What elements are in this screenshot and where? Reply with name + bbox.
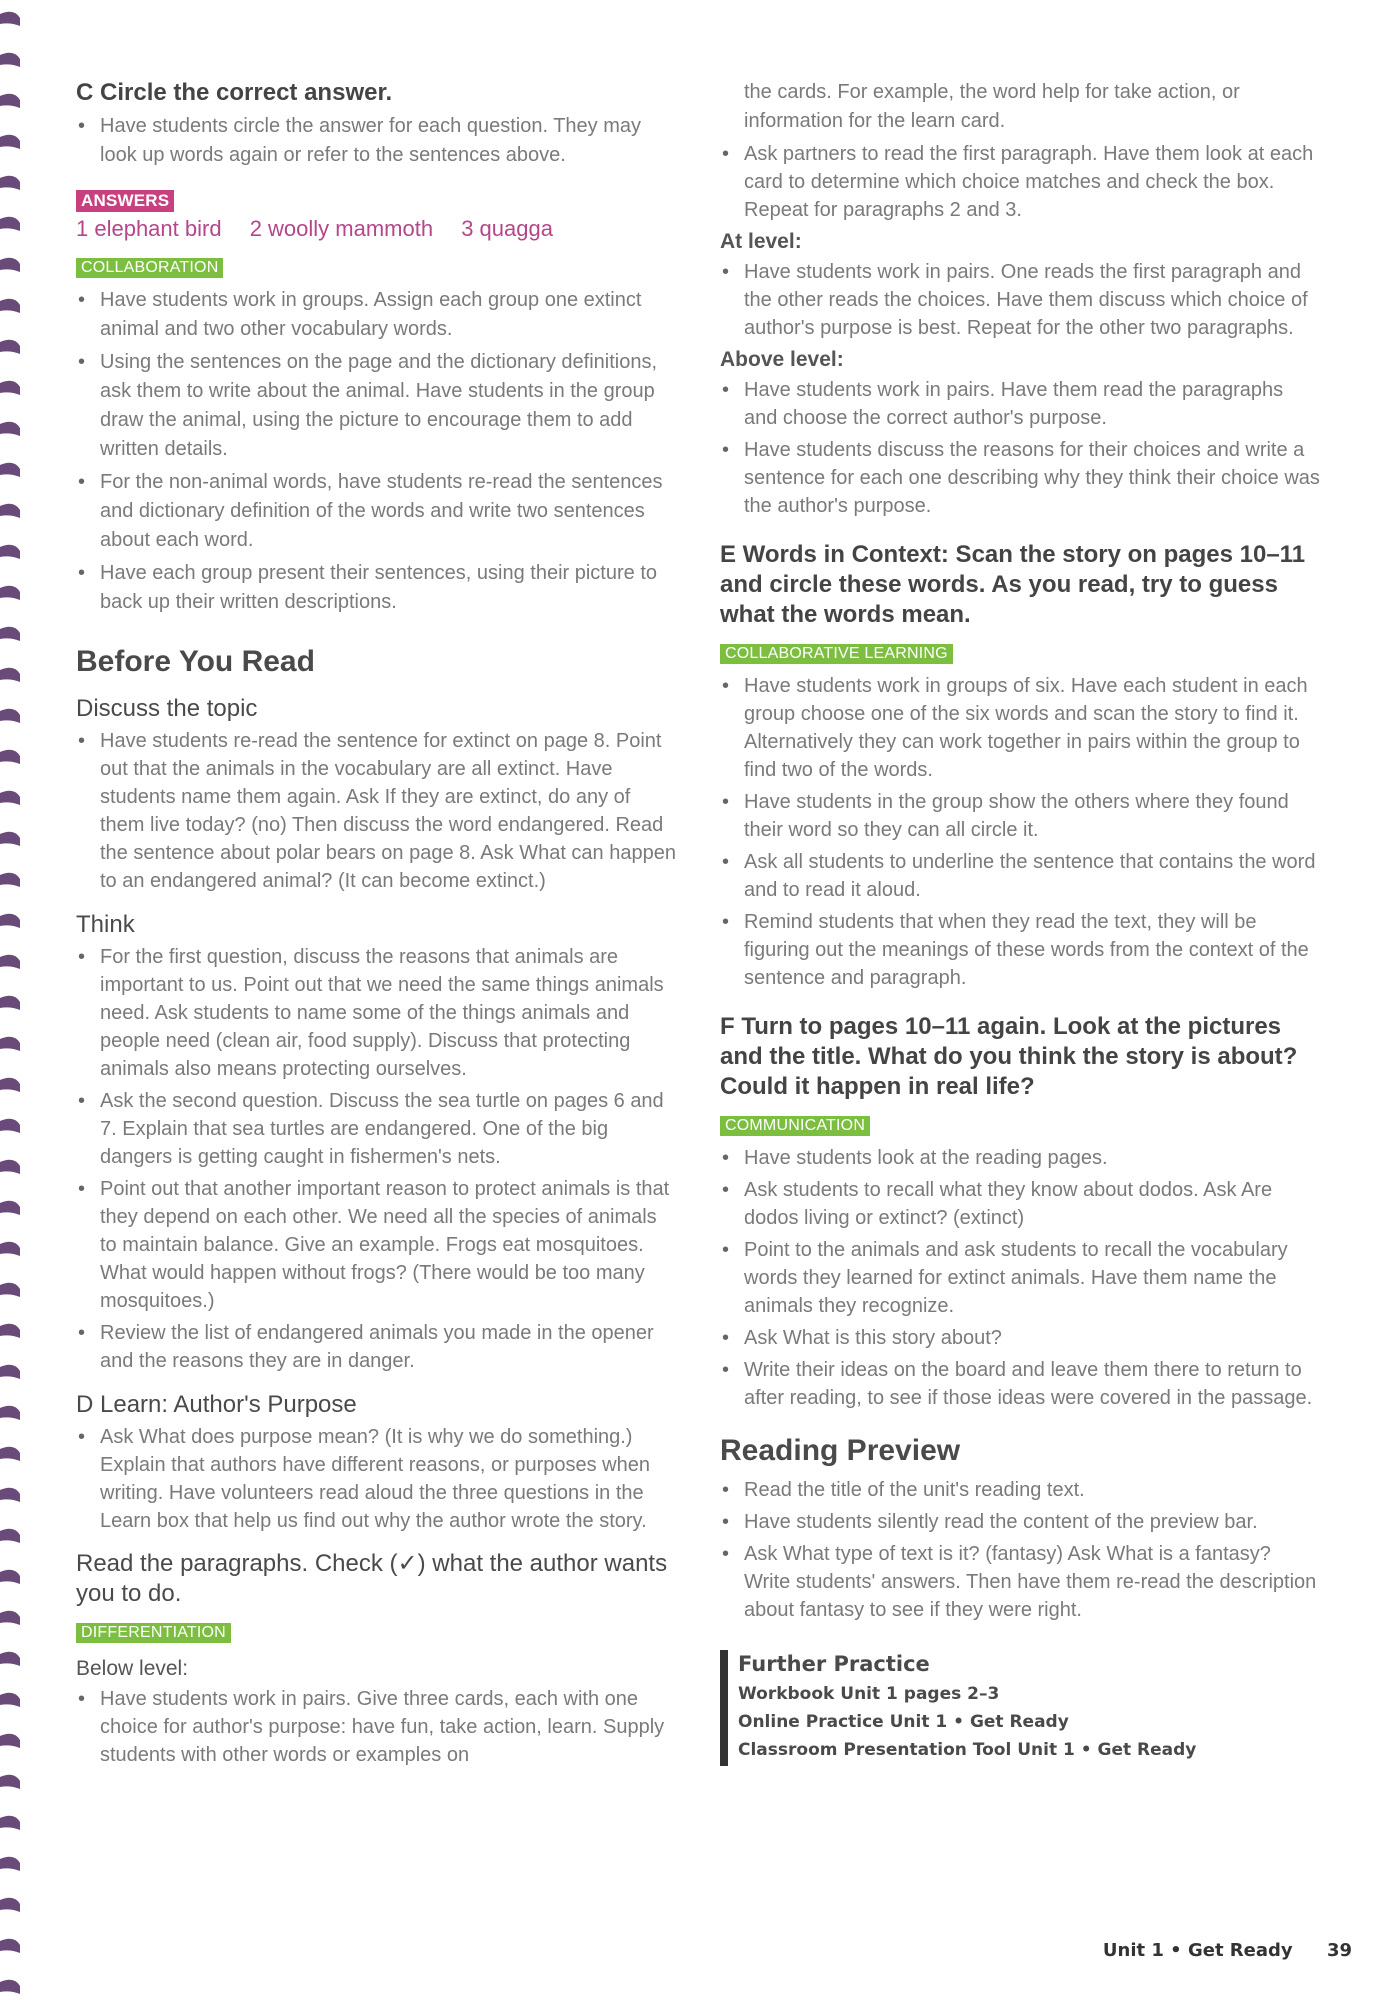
at-level-label: At level: — [720, 230, 802, 253]
further-practice-line: Classroom Presentation Tool Unit 1 • Get Ready — [738, 1740, 1197, 1760]
spiral-ring — [0, 627, 20, 641]
think-title: Think — [76, 911, 135, 938]
list-item: • Ask What is this story about? — [720, 1324, 1320, 1352]
spiral-ring — [0, 1201, 20, 1215]
collaboration-tag: COLLABORATION — [76, 258, 223, 278]
list-item: • Have students circle the answer for each question. They may look up words again or refer to the sentences above. — [76, 112, 676, 170]
list-item: • Point to the animals and ask students to recall the vocabulary words they learned for extinct animals. Have them name the animals they recognize. — [720, 1236, 1320, 1320]
spiral-ring — [0, 1652, 20, 1666]
below-level-bullets — [76, 1685, 676, 1769]
spiral-ring — [0, 873, 20, 887]
section-e-bullets — [720, 672, 1320, 992]
communication-tag: COMMUNICATION — [720, 1116, 870, 1136]
spiral-ring — [0, 791, 20, 805]
spiral-ring — [0, 1939, 20, 1953]
collaborative-learning-tag: COLLABORATIVE LEARNING — [720, 644, 953, 664]
spiral-ring — [0, 545, 20, 559]
list-item: • Using the sentences on the page and the dictionary definitions, ask them to write about the animal. Have students in the group draw the animal, using the picture to encourage them to add written details. — [76, 348, 676, 464]
spiral-ring — [0, 1242, 20, 1256]
spiral-ring — [0, 709, 20, 723]
spiral-ring — [0, 1857, 20, 1871]
spiral-ring — [0, 1693, 20, 1707]
spiral-ring — [0, 1898, 20, 1912]
spiral-ring — [0, 750, 20, 764]
list-item: • Have students look at the reading pages. — [720, 1144, 1320, 1172]
answers-line — [76, 216, 676, 242]
below-level-label: Below level: — [76, 1657, 189, 1680]
spiral-ring — [0, 1324, 20, 1338]
list-item: • Have students work in groups. Assign each group one extinct animal and two other vocabulary words. — [76, 286, 676, 344]
above-level-bullets — [720, 376, 1320, 520]
spiral-ring — [0, 381, 20, 395]
list-item: • For the non-animal words, have students re-read the sentences and dictionary definition of the words and write two sentences about each word. — [76, 468, 676, 555]
spiral-ring — [0, 340, 20, 354]
footer-unit: Unit 1 • Get Ready — [1102, 1940, 1293, 1961]
spiral-ring — [0, 53, 20, 67]
list-item: • Have students work in pairs. Give three cards, each with one choice for author's purpose: have fun, take action, learn. Supply students with other words or examples on — [76, 1685, 676, 1769]
reading-preview-bullets — [720, 1476, 1320, 1624]
spiral-ring — [0, 1816, 20, 1830]
spiral-ring — [0, 176, 20, 190]
spiral-ring — [0, 1119, 20, 1133]
below-level-bullets-2 — [720, 140, 1320, 224]
page-number: 39 — [1326, 1940, 1352, 1961]
list-item: • Read the title of the unit's reading text. — [720, 1476, 1320, 1504]
reading-preview-title: Reading Preview — [720, 1434, 961, 1467]
spiral-ring — [0, 1980, 20, 1994]
spiral-binding — [0, 0, 30, 2000]
section-d-bullets — [76, 1423, 676, 1535]
spiral-ring — [0, 1406, 20, 1420]
spiral-ring — [0, 668, 20, 682]
spiral-ring — [0, 1283, 20, 1297]
spiral-ring — [0, 586, 20, 600]
spiral-ring — [0, 996, 20, 1010]
spiral-ring — [0, 12, 20, 26]
spiral-ring — [0, 1447, 20, 1461]
answer-item: 1 elephant bird — [76, 216, 222, 241]
further-practice-line: Online Practice Unit 1 • Get Ready — [738, 1712, 1069, 1732]
spiral-ring — [0, 504, 20, 518]
discuss-bullets — [76, 727, 676, 895]
spiral-ring — [0, 1734, 20, 1748]
list-item: • Remind students that when they read the text, they will be figuring out the meanings of these words from the context of the sentence and paragraph. — [720, 908, 1320, 992]
spiral-ring — [0, 1775, 20, 1789]
section-c-bullets — [76, 112, 676, 170]
spiral-ring — [0, 832, 20, 846]
list-item: • For the first question, discuss the reasons that animals are important to us. Point out that we need the same things animals need. Ask students to name some of the things animals and people need (clean air, food supply). Discuss that protecting animals also means protecting ourselves. — [76, 943, 676, 1083]
list-item: • Ask all students to underline the sentence that contains the word and to read it aloud. — [720, 848, 1320, 904]
list-item: • Ask the second question. Discuss the sea turtle on pages 6 and 7. Explain that sea turtles are endangered. One of the big dangers is getting caught in fishermen's nets. — [76, 1087, 676, 1171]
section-f-title: F Turn to pages 10–11 again. Look at the pictures and the title. What do you think the story is about? Could it happen in real life? — [720, 1013, 1298, 1100]
spiral-ring — [0, 914, 20, 928]
list-item: • Have students work in pairs. One reads the first paragraph and the other reads the choices. Have them discuss which choice of author's purpose is best. Repeat for the other two paragraphs. — [720, 258, 1320, 342]
answers-tag: ANSWERS — [76, 190, 174, 212]
spiral-ring — [0, 1078, 20, 1092]
before-you-read-title: Before You Read — [76, 645, 315, 678]
list-item: • Point out that another important reason to protect animals is that they depend on each other. We need all the species of animals to maintain balance. Give an example. Frogs eat mosquitoes. What would happen without frogs? (There would be too many mosquitoes.) — [76, 1175, 676, 1315]
list-item: • Have students silently read the content of the preview bar. — [720, 1508, 1320, 1536]
think-bullets — [76, 943, 676, 1375]
spiral-ring — [0, 955, 20, 969]
list-item: • Ask students to recall what they know about dodos. Ask Are dodos living or extinct? (extinct) — [720, 1176, 1320, 1232]
spiral-ring — [0, 1037, 20, 1051]
further-practice-box — [720, 1650, 1320, 1766]
spiral-ring — [0, 258, 20, 272]
section-d-title: D Learn: Author's Purpose — [76, 1391, 357, 1418]
spiral-ring — [0, 1611, 20, 1625]
read-paragraphs-title: Read the paragraphs. Check (✓) what the author wants you to do. — [76, 1550, 668, 1607]
spiral-ring — [0, 1488, 20, 1502]
list-item: • Have students discuss the reasons for their choices and write a sentence for each one describing why they think their choice was the author's purpose. — [720, 436, 1320, 520]
section-f-bullets — [720, 1144, 1320, 1412]
further-practice-line: Workbook Unit 1 pages 2–3 — [738, 1684, 1000, 1704]
section-c-title: C Circle the correct answer. — [76, 79, 393, 106]
further-practice-title: Further Practice — [738, 1652, 930, 1676]
page-footer — [1103, 1940, 1352, 1961]
spiral-ring — [0, 1570, 20, 1584]
left-column — [76, 78, 676, 1773]
above-level-label: Above level: — [720, 348, 844, 371]
list-item: • Ask partners to read the first paragraph. Have them look at each card to determine which choice matches and check the box. Repeat for paragraphs 2 and 3. — [720, 140, 1320, 224]
list-item: • Write their ideas on the board and leave them there to return to after reading, to see if those ideas were covered in the passage. — [720, 1356, 1320, 1412]
spiral-ring — [0, 94, 20, 108]
spiral-ring — [0, 217, 20, 231]
right-column — [720, 78, 1320, 1766]
spiral-ring — [0, 299, 20, 313]
list-item: • Have each group present their sentences, using their picture to back up their written descriptions. — [76, 559, 676, 617]
list-item: • Ask What type of text is it? (fantasy) Ask What is a fantasy? Write students' answers. Then have them re-read the description about fantasy to see if they were right. — [720, 1540, 1320, 1624]
list-item: • Have students re-read the sentence for extinct on page 8. Point out that the animals in the vocabulary are all extinct. Have students name them again. Ask If they are extinct, do any of them live today? (no) Then discuss the word endangered. Read the sentence about polar bears on page 8. Ask What can happen to an endangered animal? (It can become extinct.) — [76, 727, 676, 895]
below-level-continued: the cards. For example, the word help for take action, or information for the learn card. — [744, 81, 1240, 132]
list-item: • Ask What does purpose mean? (It is why we do something.) Explain that authors have different reasons, or purposes when writing. Have volunteers read aloud the three questions in the Learn box that help us find out why the author wrote the story. — [76, 1423, 676, 1535]
discuss-topic-title: Discuss the topic — [76, 695, 258, 722]
section-e-title: E Words in Context: Scan the story on pages 10–11 and circle these words. As you read, try to guess what the words mean. — [720, 541, 1306, 628]
spiral-ring — [0, 463, 20, 477]
list-item: • Have students work in pairs. Have them read the paragraphs and choose the correct author's purpose. — [720, 376, 1320, 432]
list-item: • Have students in the group show the others where they found their word so they can all circle it. — [720, 788, 1320, 844]
collaboration-bullets — [76, 286, 676, 617]
list-item: • Review the list of endangered animals you made in the opener and the reasons they are in danger. — [76, 1319, 676, 1375]
spiral-ring — [0, 1160, 20, 1174]
spiral-ring — [0, 135, 20, 149]
spiral-ring — [0, 422, 20, 436]
spiral-ring — [0, 1529, 20, 1543]
differentiation-tag: DIFFERENTIATION — [76, 1623, 231, 1643]
answer-item: 3 quagga — [461, 216, 553, 241]
answer-item: 2 woolly mammoth — [249, 216, 434, 241]
spiral-ring — [0, 1365, 20, 1379]
at-level-bullets — [720, 258, 1320, 342]
list-item: • Have students work in groups of six. Have each student in each group choose one of the six words and scan the story to find it. Alternatively they can work together in pairs within the group to find two of the words. — [720, 672, 1320, 784]
